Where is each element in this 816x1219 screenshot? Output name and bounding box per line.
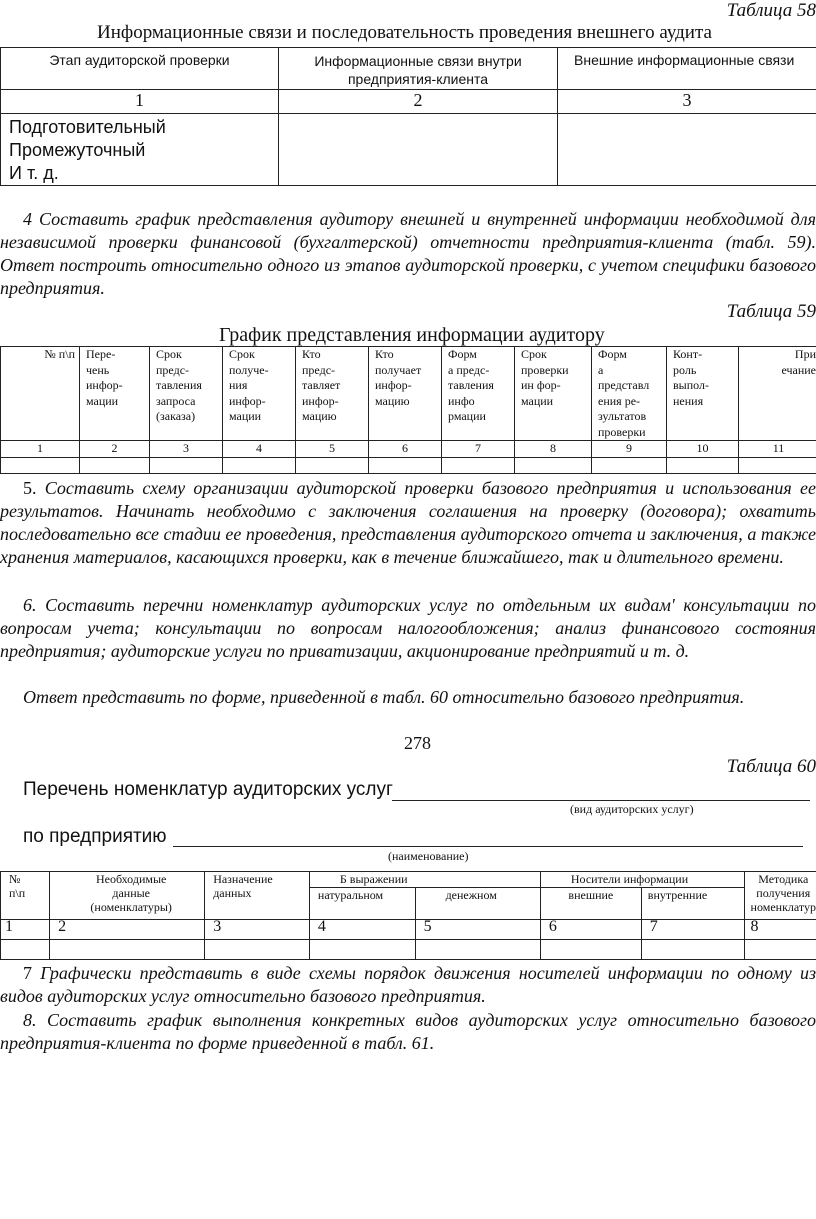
- table60-num: 7: [641, 920, 744, 940]
- table60-num: 8: [744, 920, 816, 940]
- table59-num: 11: [739, 441, 816, 458]
- table59-header-num: № п\п: [1, 347, 80, 441]
- table59-num: 9: [592, 441, 667, 458]
- table59-header-who-provides: Кто предс- тавляет инфор- мацию: [296, 347, 369, 441]
- table58-header-internal: Информационные связи внутри предприятия-клиента: [279, 48, 558, 90]
- page-number: 278: [404, 733, 431, 753]
- task4-number: 4: [23, 209, 32, 229]
- table59-num: 2: [80, 441, 150, 458]
- task7-paragraph: [0, 962, 816, 1008]
- task8-paragraph: 8. Составить график выполнения конкретных видов аудиторских услуг относительно базового предприятия-клиента по форме приведенной в табл. 61.: [0, 1010, 816, 1053]
- table58-num-1: 1: [1, 90, 279, 114]
- table59: [0, 346, 816, 474]
- table59-header-result-form: Форм а представл ения ре- зультатов проверки: [592, 347, 667, 441]
- table59-num: 1: [1, 441, 80, 458]
- table60-header-money: денежном: [415, 888, 540, 920]
- table59-num: 7: [442, 441, 515, 458]
- table58-header-stage: Этап аудиторской проверки: [1, 48, 279, 90]
- table58-empty-cell: [558, 114, 816, 186]
- table58: [0, 47, 816, 186]
- table60-num: 2: [50, 920, 205, 940]
- table60-num: 1: [1, 920, 50, 940]
- table60-caption: Таблица 60: [726, 756, 816, 777]
- table59-header-list: Пере- чень инфор- мации: [80, 347, 150, 441]
- stage-etc: И т. д.: [9, 163, 59, 183]
- table59-header-note: При ечание: [739, 347, 816, 441]
- table59-caption: Таблица 59: [726, 301, 816, 322]
- task6-answer: Ответ представить по форме, приведенной в табл. 60 относительно базового предприятия.: [23, 687, 745, 707]
- task7-number: 7: [23, 963, 32, 983]
- table60-num: 3: [205, 920, 310, 940]
- table59-num: 8: [515, 441, 592, 458]
- table59-header-check-term: Срок проверки ин фор- мации: [515, 347, 592, 441]
- table60-header-natural: натуральном: [309, 888, 415, 920]
- table60-header-method: Методика получения номенклатур: [744, 872, 816, 920]
- table59-num: 4: [223, 441, 296, 458]
- task5-number: 5.: [23, 478, 37, 498]
- stage-intermediate: Промежуточный: [9, 140, 146, 160]
- table58-title: Информационные связи и последовательность проведения внешнего аудита: [97, 22, 712, 43]
- task6-paragraph: 6. Составить перечни номенклатур аудиторских услуг по отдельным их видам' консультации по вопросам учета; консультации по вопросам налогообложения; анализ финансового состояния предприятия; аудиторские услуги по приватизации, акционирование предприятий и т. д.: [0, 595, 816, 661]
- table58-header-external: Внешние информационные связи: [558, 48, 816, 90]
- table58-num-2: 2: [279, 90, 558, 114]
- table59-num: 6: [369, 441, 442, 458]
- stage-preparatory: Подготовительный: [9, 117, 166, 137]
- table60-header-num: № п\п: [1, 872, 50, 920]
- table59-header-who-receives: Кто получает инфор- мацию: [369, 347, 442, 441]
- enterprise-name-caption: (наименование): [388, 849, 469, 863]
- table60-header-expression: Б выражении: [309, 872, 540, 888]
- table59-header-request-term: Срок предс- тавления запроса (заказа): [150, 347, 223, 441]
- table60-header-external: внешние: [540, 888, 641, 920]
- table60-header-needed: Необходимые данные (номенклатуры): [50, 872, 205, 920]
- service-type-line: [392, 800, 810, 801]
- table60-header-carriers: Носители информации: [540, 872, 744, 888]
- table60-header-purpose: Назначение данных: [205, 872, 310, 920]
- enterprise-name-line: [173, 846, 803, 847]
- table59-header-control: Конт- роль выпол- нения: [667, 347, 739, 441]
- table59-num: 10: [667, 441, 739, 458]
- table59-num: 5: [296, 441, 369, 458]
- table59-header-receive-term: Срок получе- ния инфор- мации: [223, 347, 296, 441]
- table60-num: 5: [415, 920, 540, 940]
- table60-num: 6: [540, 920, 641, 940]
- table58-stages-cell: [1, 114, 279, 186]
- table59-num: 3: [150, 441, 223, 458]
- table60-header-internal: внутренние: [641, 888, 744, 920]
- service-type-caption: (вид аудиторских услуг): [570, 802, 694, 816]
- table59-header-form: Форм а предс- тавления инфо рмации: [442, 347, 515, 441]
- task5-text: Составить схему организации аудиторской проверки базового предприятия и использования ее результатов. Начинать необходимо с заключения соглашения на проверку (договора); охватить последовательно все стадии ее проведения, представления аудиторского отчета и заключения, а также хранения материалов, касающихся проверки, как в течение ближайшего, так и длительного времени.: [0, 478, 816, 567]
- table58-num-3: 3: [558, 90, 816, 114]
- table60: [0, 871, 816, 960]
- task7-text: Графически представить в виде схемы порядок движения носителей информации по одному из видов аудиторских услуг относительно базового предприятия.: [0, 963, 816, 1006]
- task4-paragraph: [0, 208, 816, 300]
- task4-text: Составить график представления аудитору внешней и внутренней информации необходимой для независимой проверки финансовой (бухгалтерской) отчетности предприятия-клиента (табл. 59). Ответ построить относительно одного из этапов аудиторской проверки, с учетом специфики базового предприятия.: [0, 209, 816, 298]
- table60-line2-label: по предприятию: [23, 826, 167, 847]
- table58-empty-cell: [279, 114, 558, 186]
- task5-paragraph: [0, 477, 816, 569]
- table58-caption: Таблица 58: [726, 0, 816, 21]
- table59-title: График представления информации аудитору: [219, 324, 605, 346]
- table60-line1-label: Перечень номенклатур аудиторских услуг: [23, 779, 393, 800]
- table60-num: 4: [309, 920, 415, 940]
